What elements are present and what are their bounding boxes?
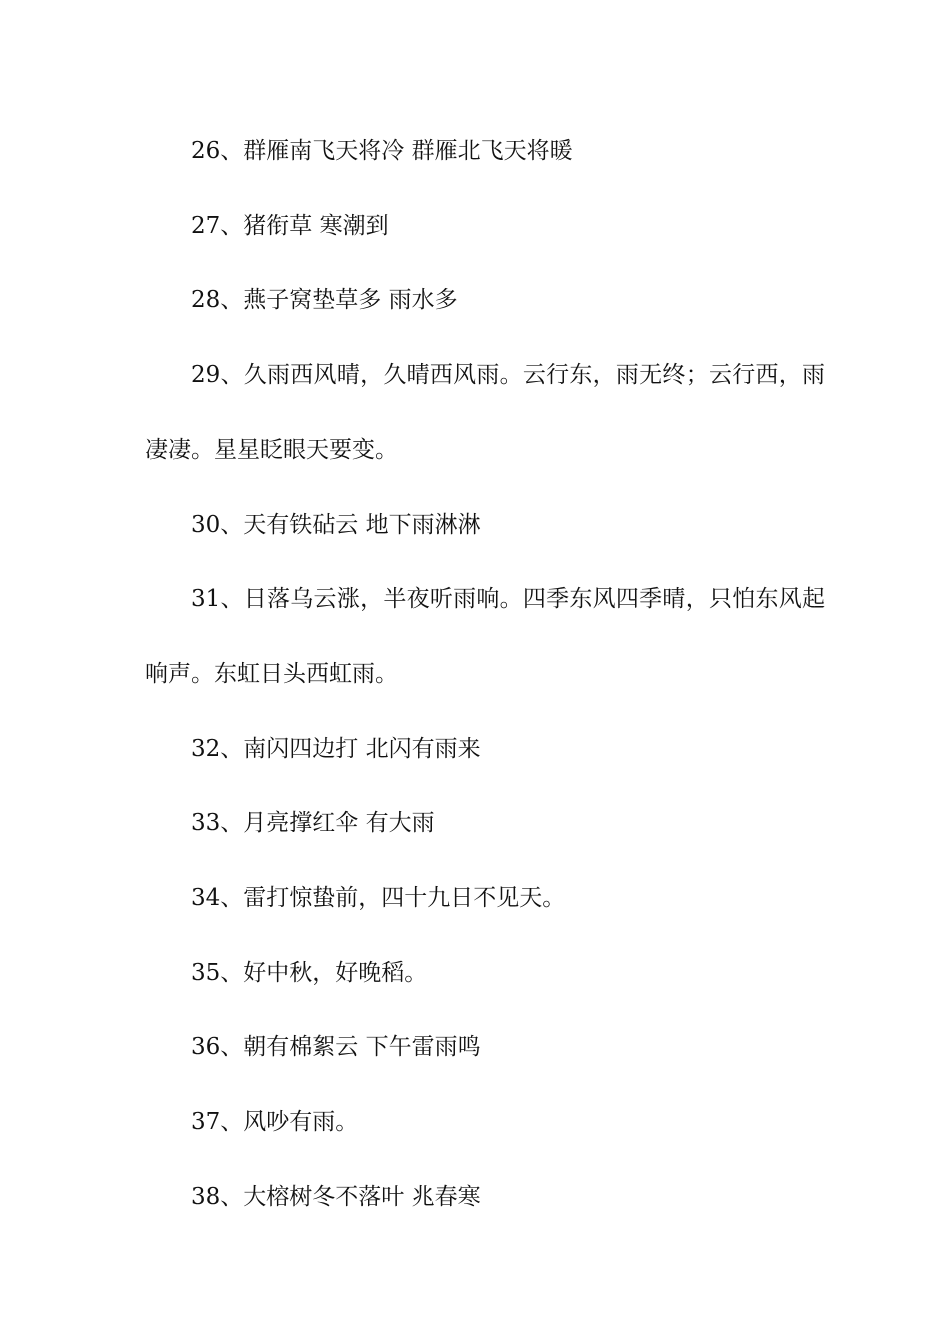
paragraph-33: 33、月亮撑红伞 有大雨: [191, 810, 435, 837]
paragraph-34: 34、雷打惊蛰前，四十九日不见天。: [191, 885, 566, 912]
paragraph-37: 37、风吵有雨。: [191, 1109, 359, 1136]
paragraph-29: 29、久雨西风晴，久晴西风雨。云行东，雨无终；云行西，雨凄凄。星星眨眼天要变。: [145, 362, 825, 463]
paragraph-32: 32、南闪四边打 北闪有雨来: [191, 735, 481, 762]
paragraph-35: 35、好中秋，好晚稻。: [191, 959, 428, 986]
paragraph-38: 38、大榕树冬不落叶 兆春寒: [191, 1183, 481, 1210]
paragraph-36: 36、朝有棉絮云 下午雷雨鸣: [191, 1034, 481, 1061]
paragraph-28: 28、燕子窝垫草多 雨水多: [191, 287, 458, 314]
paragraph-31: 31、日落乌云涨，半夜听雨响。四季东风四季晴，只怕东风起响声。东虹日头西虹雨。: [145, 586, 825, 687]
paragraph-27: 27、猪衔草 寒潮到: [191, 212, 389, 239]
paragraph-30: 30、天有铁砧云 地下雨淋淋: [191, 511, 481, 538]
paragraph-26: 26、群雁南飞天将冷 群雁北飞天将暖: [191, 138, 573, 164]
document-body: [145, 114, 825, 1235]
